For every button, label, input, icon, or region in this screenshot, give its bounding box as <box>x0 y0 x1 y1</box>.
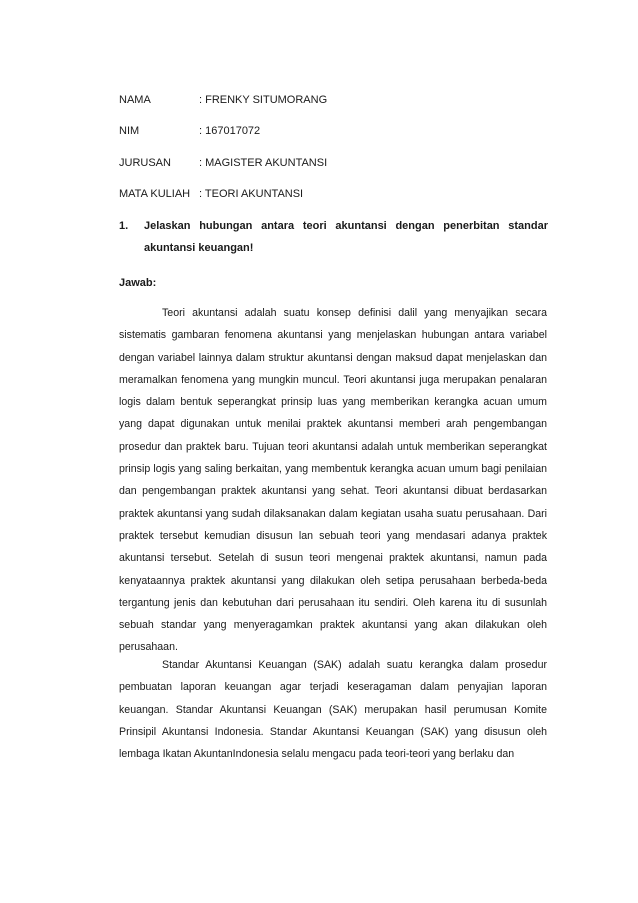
field-jurusan-value: : MAGISTER AKUNTANSI <box>199 157 328 169</box>
answer-paragraph-2: Standar Akuntansi Keuangan (SAK) adalah suatu kerangka dalam prosedur pembuatan laporan keuangan agar terjadi keseragaman dalam penyajian laporan keuangan. Standar Akuntansi Keuangan (SAK) merupakan hasil perumusan Komite Prinsipil Akuntansi Indonesia. Standar Akuntansi Keuangan (SAK) yang disusun oleh lembaga Ikatan AkuntanIndonesia selalu mengacu pada teori-teori yang berlaku dan <box>119 659 547 761</box>
field-nim-value: : 167017072 <box>199 125 261 137</box>
field-nama-label: NAMA <box>119 94 151 106</box>
answer-label: Jawab: <box>119 277 157 289</box>
field-jurusan-label: JURUSAN <box>119 157 171 169</box>
question-1 <box>119 215 548 259</box>
answer-paragraph-1: Teori akuntansi adalah suatu konsep definisi dalil yang menyajikan secara sistematis gambaran fenomena akuntansi yang menjelaskan hubungan antara variabel dengan variabel lainnya dalam struktur akuntansi dengan maksud dapat menjelaskan dan meramalkan fenomena yang mungkin muncul. Teori akuntansi juga merupakan penalaran logis dalam bentuk seperangkat prinsip luas yang memberikan kerangka acuan umum yang dapat digunakan untuk menilai praktek akuntansi memberi arah pengembangan prosedur dan praktek baru. Tujuan teori akuntansi adalah untuk memberikan seperangkat prinsip logis yang saling berkaitan, yang membentuk kerangka acuan umum bagi penilaian dan pengembangan praktek akuntansi yang sehat. Teori akuntansi dibuat berdasarkan praktek akuntansi yang sudah dilaksanakan dalam kegiatan usaha suatu perusahaan. Dari praktek tersebut kemudian disusun lan sebuah teori yang mendasari adanya praktek akuntansi tersebut. Setelah di susun teori mengenai praktek akuntansi, namun pada kenyataannya praktek akuntansi yang dilakukan oleh setipa perusahaan berbeda-beda tergantung jenis dan kebutuhan dari perusahaan itu sendiri. Oleh karena itu di susunlah sebuah standar yang menyeragamkan praktek akuntansi yang akan dilakukan oleh perusahaan. <box>119 307 547 654</box>
question-text: Jelaskan hubungan antara teori akuntansi dengan penerbitan standar akuntansi keuangan! <box>144 220 548 254</box>
field-nama <box>119 92 327 108</box>
question-number: 1. <box>119 220 129 232</box>
field-jurusan <box>119 155 327 171</box>
field-nim-label: NIM <box>119 125 140 137</box>
field-nim <box>119 123 260 139</box>
field-mata-kuliah-label: MATA KULIAH <box>119 188 191 200</box>
field-mata-kuliah <box>119 186 303 202</box>
field-mata-kuliah-value: : TEORI AKUNTANSI <box>199 188 304 200</box>
field-nama-value: : FRENKY SITUMORANG <box>199 94 328 106</box>
